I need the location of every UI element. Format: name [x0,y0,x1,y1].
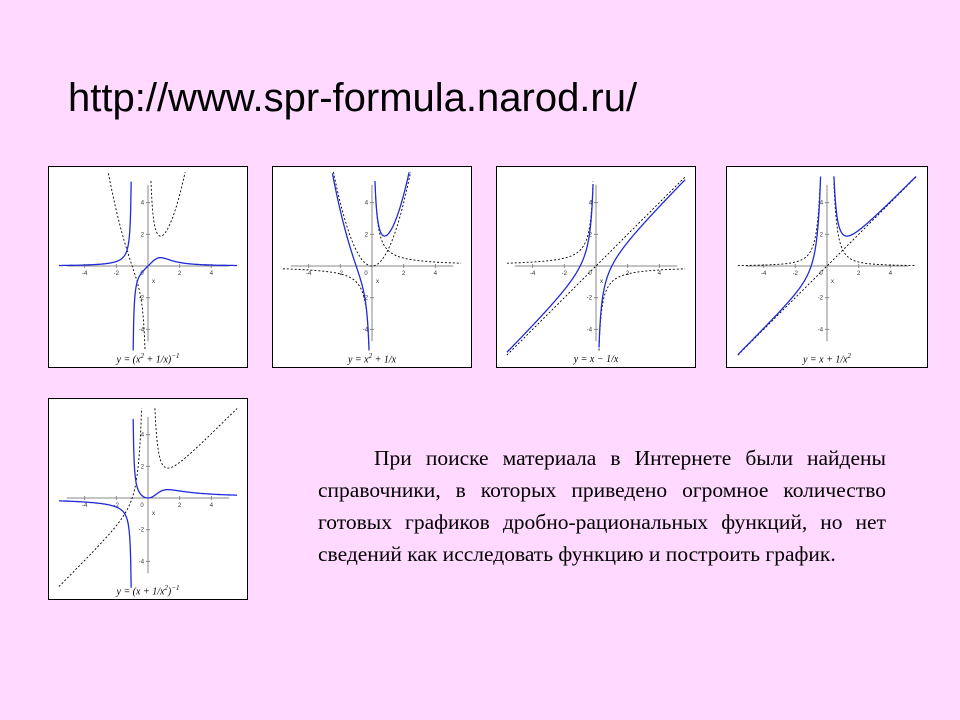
x-axis-label: x [151,278,155,285]
description-paragraph: При поиске материала в Интернете были найдены справочники, в которых приведено огромное количество готовых графиков дробно-рациональных функций, но нет сведений как исследовать функцию и построить график. [318,446,886,566]
y-tick-label: 2 [364,232,369,239]
x-tick-label: -4 [529,270,536,277]
x-tick-label: 4 [657,270,662,277]
function-plot [49,399,247,599]
function-plot [49,167,247,367]
x-tick-label: 2 [626,270,630,277]
graph-card-1 [48,166,248,368]
y-tick-label: 4 [364,200,369,207]
x-axis-label: x [599,278,603,285]
formula-label: $y = (x + 1/x^2)^{-1}$ [116,583,180,597]
y-tick-label: -2 [138,527,145,534]
x-tick-label: 0 [140,270,144,277]
x-axis-label: x [830,278,834,285]
formula-label: $y = x^2 + 1/x$ [347,351,397,365]
y-tick-label: 2 [140,232,145,239]
x-tick-label: 0 [588,270,592,277]
function-plot [273,167,471,367]
y-tick-label: 2 [819,232,824,239]
x-tick-label: -4 [760,270,767,277]
x-tick-label: 2 [178,270,182,277]
x-tick-label: 2 [178,502,182,509]
y-tick-label: 2 [588,232,593,239]
graph-card-4 [726,166,928,368]
x-tick-label: 4 [888,270,893,277]
x-tick-label: -2 [792,270,798,277]
x-tick-label: 0 [364,270,368,277]
x-tick-label: -2 [113,270,119,277]
y-tick-label: -2 [817,295,824,302]
x-tick-label: -4 [81,270,88,277]
graph-card-3 [496,166,696,368]
x-tick-label: -2 [561,270,567,277]
y-tick-label: -4 [138,559,145,566]
y-tick-label: 2 [140,464,145,471]
y-tick-label: -2 [362,295,369,302]
y-tick-label: -4 [817,327,824,334]
y-tick-label: -2 [138,295,145,302]
x-axis-label: x [151,510,155,517]
y-tick-label: 4 [140,200,145,207]
formula-label: y = x − 1/x [573,354,619,365]
x-tick-label: 2 [857,270,861,277]
x-tick-label: -2 [113,502,119,509]
x-tick-label: -4 [81,502,88,509]
y-tick-label: 4 [588,200,593,207]
x-tick-label: -2 [337,270,343,277]
formula-label: $y = x + 1/x^2$ [802,351,852,365]
y-tick-label: -4 [362,327,369,334]
y-tick-label: -2 [586,295,593,302]
y-tick-label: -4 [586,327,593,334]
function-plot [727,167,927,367]
y-tick-label: 4 [819,200,824,207]
x-tick-label: -4 [305,270,312,277]
x-tick-label: 4 [433,270,438,277]
x-tick-label: 4 [209,270,214,277]
function-curve [332,172,409,350]
function-plot [497,167,695,367]
x-tick-label: 0 [819,270,823,277]
x-tick-label: 2 [402,270,406,277]
url-title[interactable]: http://www.spr-formula.narod.ru/ [68,76,638,120]
formula-label: $y = (x^2 + 1/x)^{-1}$ [116,351,180,365]
graph-card-5 [48,398,248,600]
y-tick-label: -4 [138,327,145,334]
x-tick-label: 4 [209,502,214,509]
y-tick-label: 4 [140,432,145,439]
x-axis-label: x [375,278,379,285]
x-tick-label: 0 [140,502,144,509]
graph-card-2 [272,166,472,368]
